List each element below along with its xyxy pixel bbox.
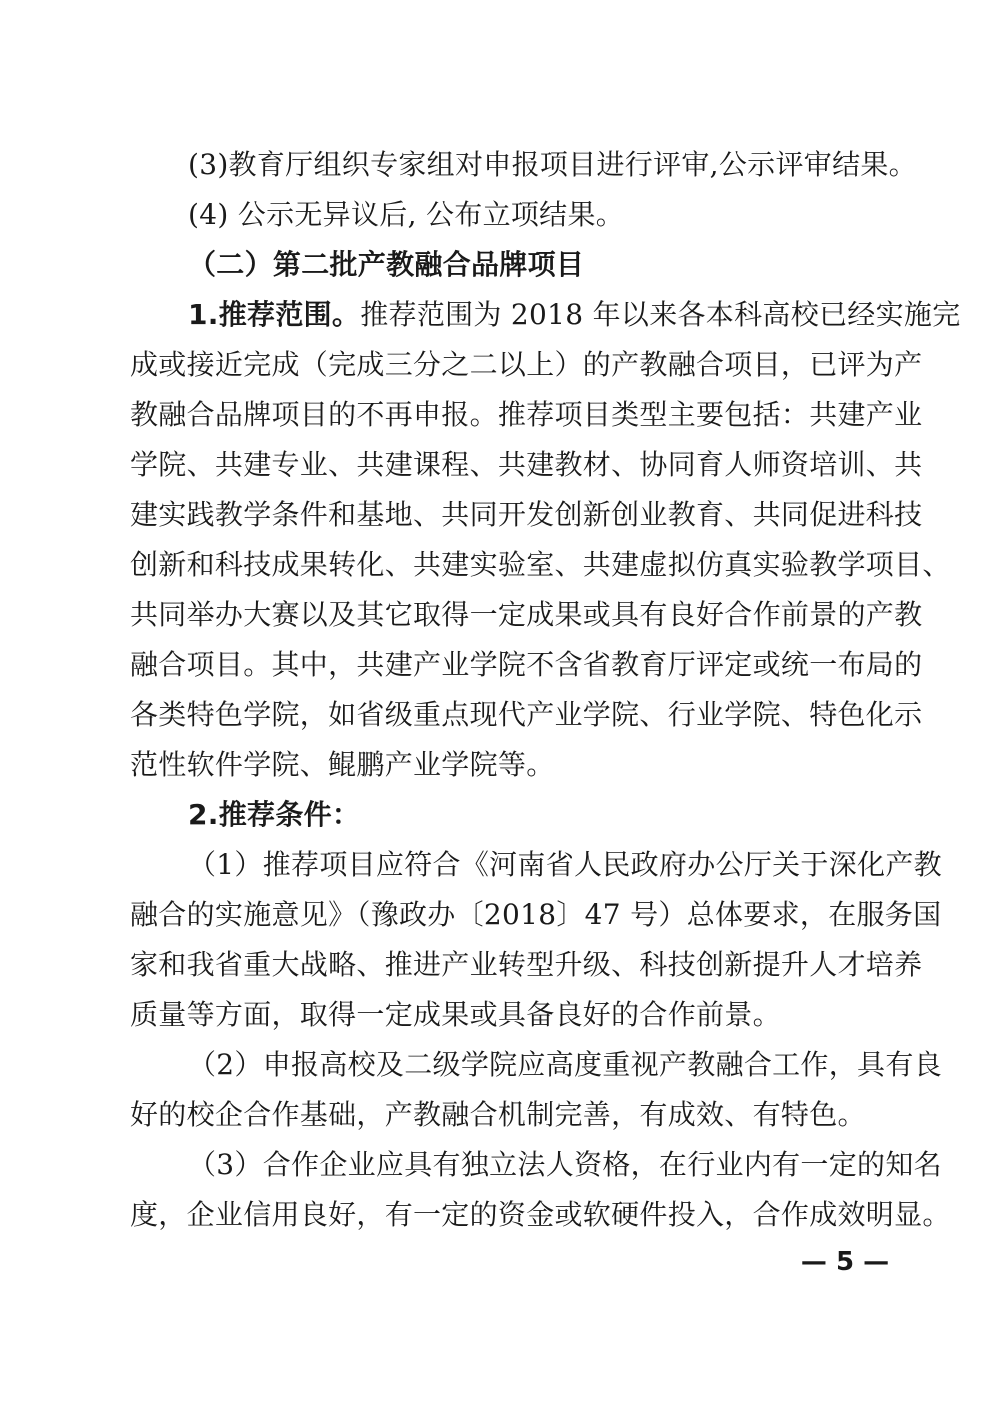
paragraph-line: 学院、共建专业、共建课程、共建教材、协同育人师资培训、共 (130, 448, 923, 481)
paragraph-line: （2）申报高校及二级学院应高度重视产教融合工作，具有良 (188, 1048, 942, 1081)
paragraph-text: 推荐范围为 2018 年以来各本科高校已经实施完 (360, 298, 961, 331)
paragraph-line: 融合的实施意见》（豫政办〔2018〕47 号）总体要求，在服务国 (130, 898, 942, 931)
paragraph-line (130, 290, 961, 340)
paragraph-line: 范性软件学院、鲲鹏产业学院等。 (130, 748, 555, 781)
paragraph-line: 融合项目。其中，共建产业学院不含省教育厅评定或统一布局的 (130, 648, 923, 681)
subsection-heading: 1.推荐范围。 (188, 298, 361, 331)
page-number: — 5 — (800, 1247, 890, 1277)
paragraph-line: 创新和科技成果转化、共建实验室、共建虚拟仿真实验教学项目、 (130, 548, 951, 581)
paragraph-line: 度，企业信用良好，有一定的资金或软硬件投入，合作成效明显。 (130, 1198, 951, 1231)
paragraph-line: (3)教育厅组织专家组对申报项目进行评审,公示评审结果。 (188, 148, 917, 181)
paragraph-line: 各类特色学院，如省级重点现代产业学院、行业学院、特色化示 (130, 698, 923, 731)
paragraph-line: (4) 公示无异议后, 公布立项结果。 (188, 198, 625, 231)
document-body (130, 140, 961, 1240)
paragraph-line: 好的校企合作基础，产教融合机制完善，有成效、有特色。 (130, 1098, 866, 1131)
paragraph-line: 建实践教学条件和基地、共同开发创新创业教育、共同促进科技 (130, 498, 923, 531)
subsection-heading: 2.推荐条件： (188, 798, 361, 831)
paragraph-line: （1）推荐项目应符合《河南省人民政府办公厅关于深化产教 (188, 848, 942, 881)
paragraph-line: 成或接近完成（完成三分之二以上）的产教融合项目，已评为产 (130, 348, 923, 381)
paragraph-line: 教融合品牌项目的不再申报。推荐项目类型主要包括：共建产业 (130, 398, 923, 431)
paragraph-line: 质量等方面，取得一定成果或具备良好的合作前景。 (130, 998, 781, 1031)
paragraph-line: 共同举办大赛以及其它取得一定成果或具有良好合作前景的产教 (130, 598, 923, 631)
section-heading: （二）第二批产教融合品牌项目 (188, 248, 585, 281)
paragraph-line: 家和我省重大战略、推进产业转型升级、科技创新提升人才培养 (130, 948, 923, 981)
paragraph-line: （3）合作企业应具有独立法人资格，在行业内有一定的知名 (188, 1148, 942, 1181)
